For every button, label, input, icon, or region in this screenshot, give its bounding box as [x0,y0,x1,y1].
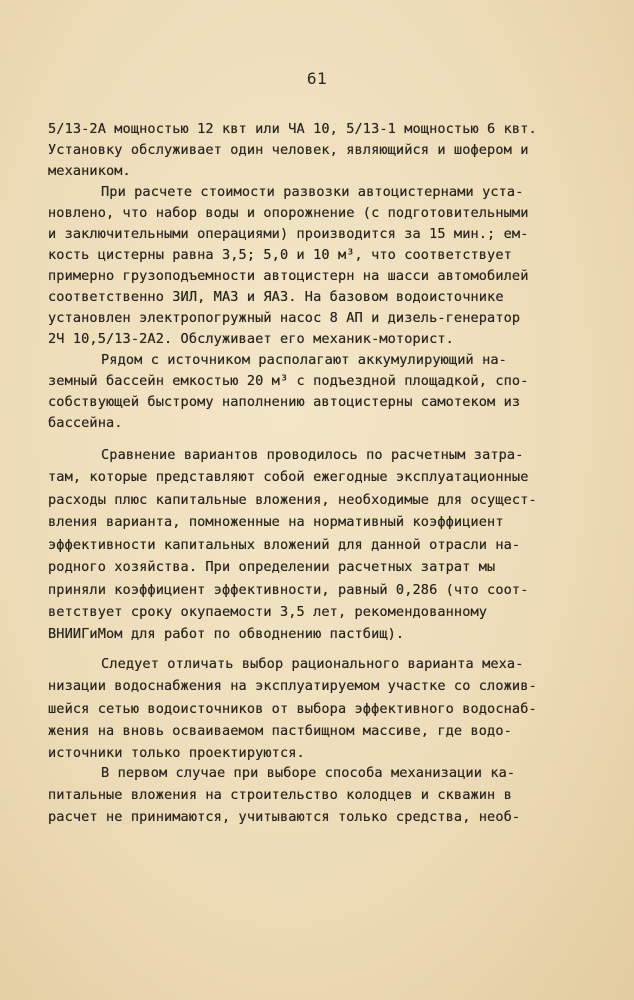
text-line: расчет не принимаются, учитываются только средства, необ- [48,809,521,825]
text-line: 2Ч 10,5/13-2А2. Обслуживает его механик-моторист. [48,331,454,347]
text-line: ветствует сроку окупаемости 3,5 лет, рекомендованному [48,604,488,620]
text-line: вления варианта, помноженные на нормативный коэффициент [48,514,504,530]
text-line: собствующей быстрому наполнению автоцистерны самотеком из [48,394,521,410]
text-line: жения на вновь осваиваемом пастбищном массиве, где водо- [48,723,512,739]
text-line: шейся сетью водоисточников от выбора эффективного водоснаб- [48,701,537,717]
text-line: эффективности капитальных вложений для данной отрасли на- [48,537,521,553]
text-line: установлен электропогружный насос 8 АП и дизель-генератор [48,310,521,326]
text-line: Сравнение вариантов проводилось по расчетным затра- [101,447,524,463]
text-line: и заключительными операциями) производится за 15 мин.; ем- [48,226,529,242]
text-line: источники только проектируются. [48,745,305,761]
text-line: родного хозяйства. При определении расчетных затрат мы [48,559,496,575]
text-line: Следует отличать выбор рационального варианта меха- [101,656,524,672]
text-line: там, которые представляют собой ежегодные эксплуатационные [48,469,529,485]
page-number: 61 [306,69,328,88]
text-line: кость цистерны равна 3,5; 5,0 и 10 м³, что соответствует [48,247,512,263]
text-line: приняли коэффициент эффективности, равный 0,286 (что соот- [48,582,529,598]
text-line: низации водоснабжения на эксплуатируемом участке со сложив- [48,678,537,694]
text-line: Установку обслуживает один человек, являющийся и шофером и [48,142,529,158]
text-line: земный бассейн емкостью 20 м³ с подъездной площадкой, спо- [48,373,529,389]
text-line: При расчете стоимости развозки автоцистернами уста- [101,184,524,200]
text-line: новлено, что набор воды и опорожнение (с подготовительными [48,205,529,221]
text-line: бассейна. [48,415,123,431]
text-line: примерно грузоподъемности автоцистерн на шасси автомобилей [48,268,529,284]
text-line: В первом случае при выборе способа механизации ка- [101,765,516,781]
text-line: механиком. [48,163,131,179]
text-line: Рядом с источником располагают аккумулирующий на- [101,352,507,368]
text-line: 5/13-2А мощностью 12 квт или ЧА 10, 5/13-1 мощностью 6 квт. [48,121,537,137]
text-line: соответственно ЗИЛ, МАЗ и ЯАЗ. На базовом водоисточнике [48,289,504,305]
text-line: ВНИИГиМом для работ по обводнению пастбищ). [48,626,405,642]
text-line: питальные вложения на строительство колодцев и скважин в [48,787,512,803]
text-line: расходы плюс капитальные вложения, необходимые для осущест- [48,492,537,508]
